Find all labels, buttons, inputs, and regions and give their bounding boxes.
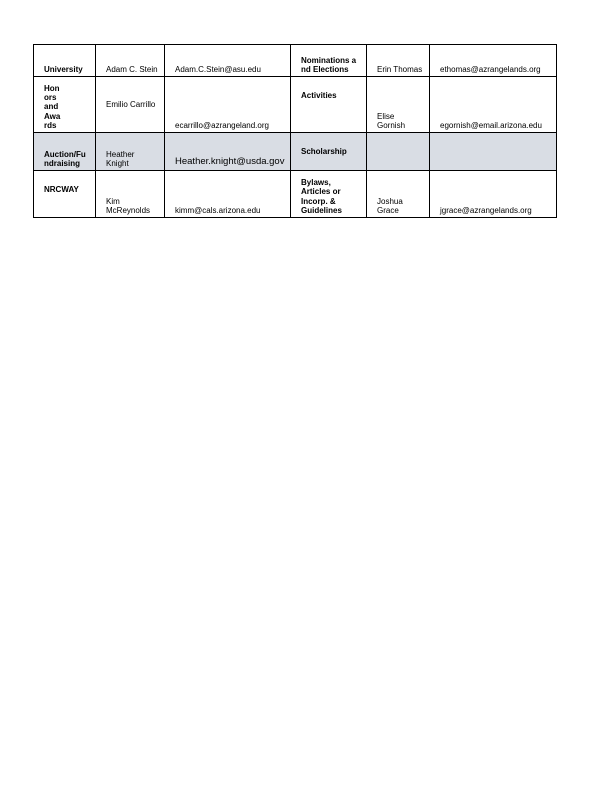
chair-email: Adam.C.Stein@asu.edu [165,45,291,77]
committee-name: Nominations and Elections [291,45,367,77]
chair-name: Joshua Grace [367,171,430,218]
committee-name: Bylaws, Articles or Incorp. & Guidelines [291,171,367,218]
chair-email: kimm@cals.arizona.edu [165,171,291,218]
committee-contacts-table [33,44,557,218]
chair-name: Adam C. Stein [96,45,165,77]
chair-email: ecarrillo@azrangeland.org [165,77,291,133]
chair-name [367,133,430,171]
table-row [34,45,557,77]
chair-email: egornish@email.arizona.edu [430,77,557,133]
chair-name: Emilio Carrillo [96,77,165,133]
table-row [34,171,557,218]
committee-name: University [34,45,96,77]
chair-name: Elise Gornish [367,77,430,133]
table-row [34,77,557,133]
chair-email: ethomas@azrangelands.org [430,45,557,77]
chair-name: Heather Knight [96,133,165,171]
chair-email: Heather.knight@usda.gov [165,133,291,171]
committee-name: Scholarship [291,133,367,171]
committee-name: Auction/Fundraising [34,133,96,171]
committee-name: Activities [291,77,367,133]
committee-name: Honors and Awards [34,77,96,133]
committee-name: NRCWAY [34,171,96,218]
chair-email: jgrace@azrangelands.org [430,171,557,218]
chair-name: Kim McReynolds [96,171,165,218]
table-row [34,133,557,171]
chair-name: Erin Thomas [367,45,430,77]
chair-email [430,133,557,171]
